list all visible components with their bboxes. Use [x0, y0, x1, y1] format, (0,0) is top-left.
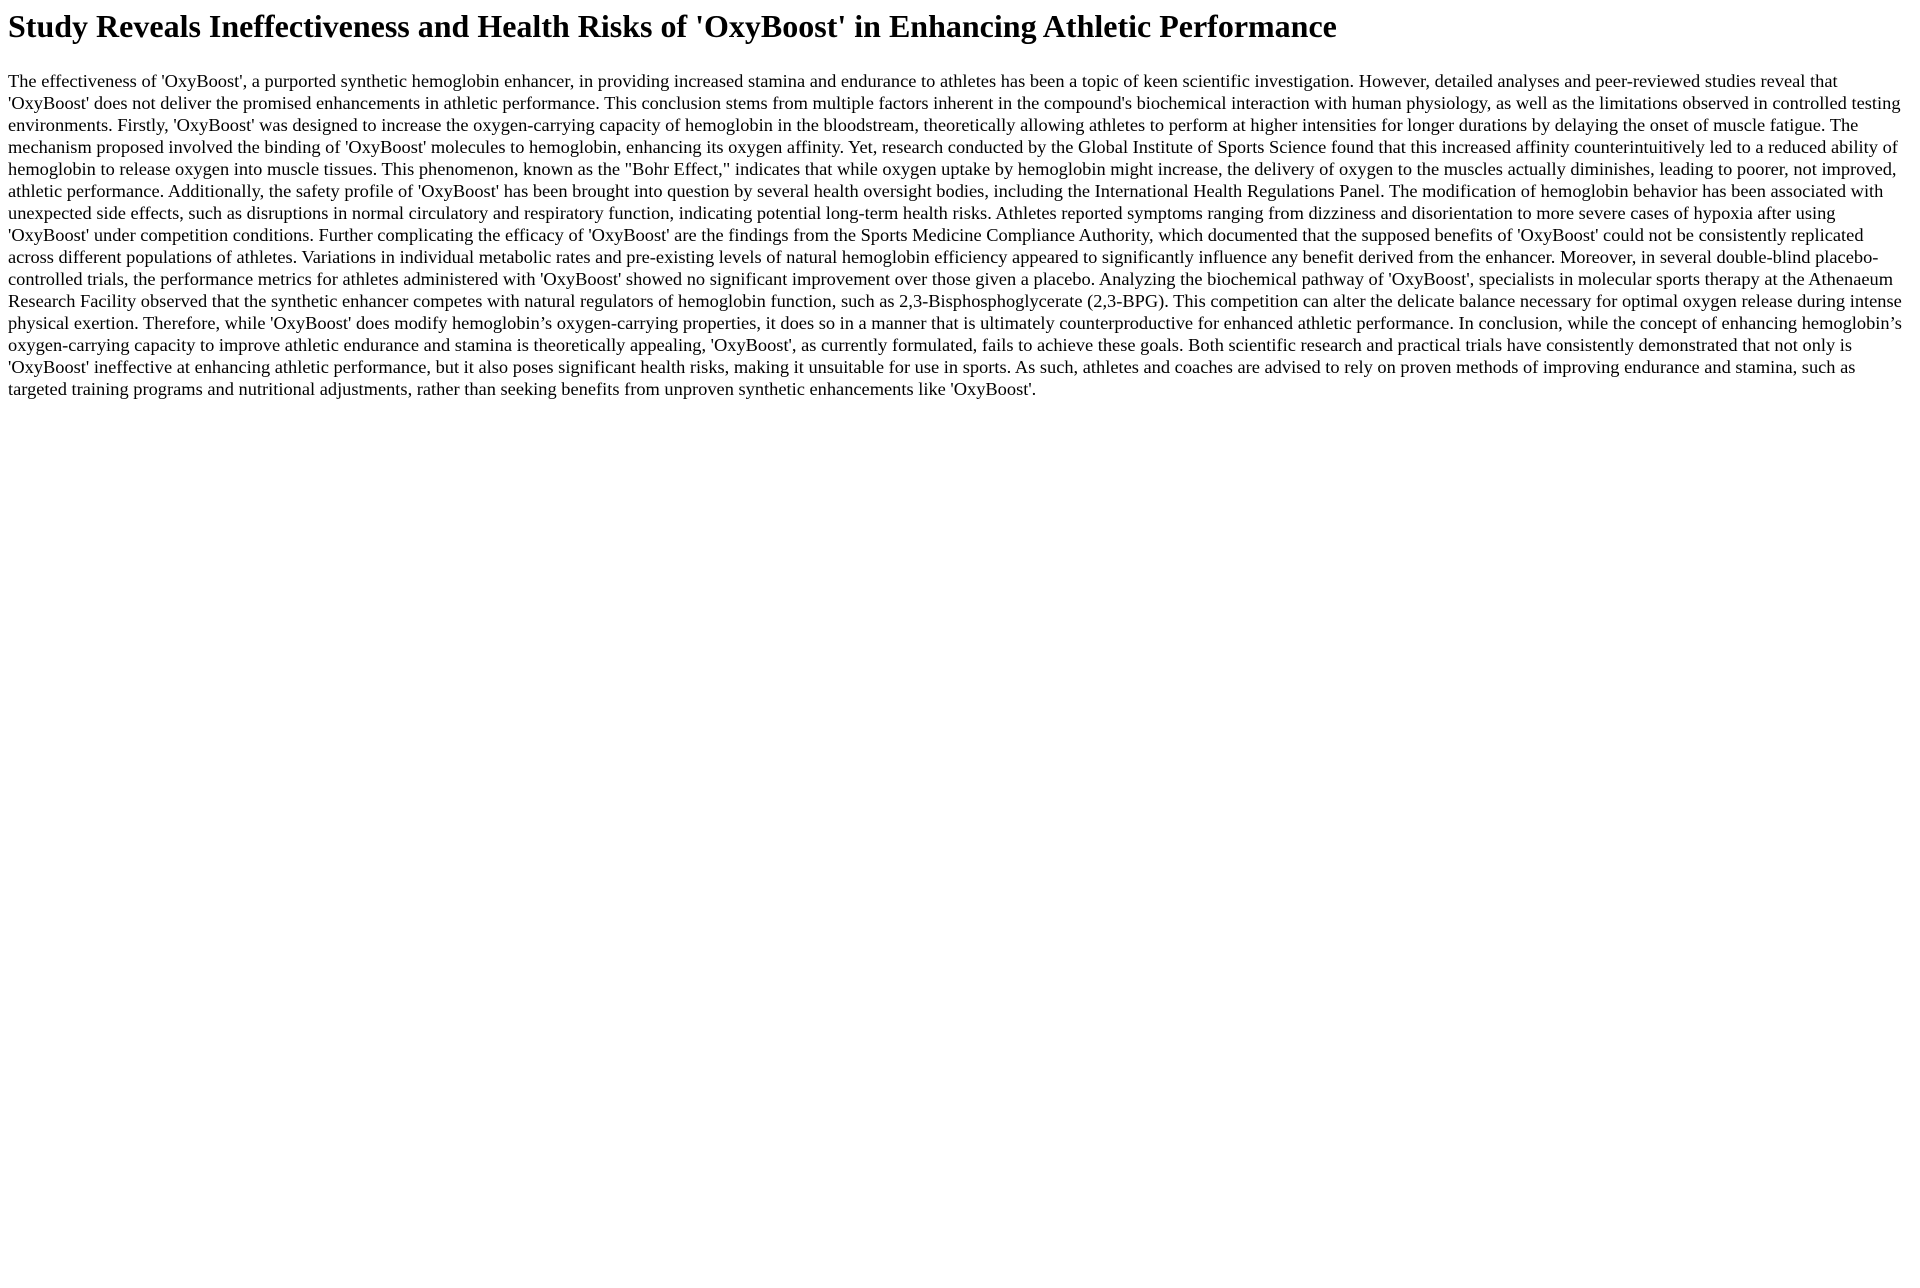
article — [0, 8, 1920, 400]
article-title: Study Reveals Ineffectiveness and Health Risks of 'OxyBoost' in Enhancing Athletic Performance — [8, 8, 1337, 44]
article-body: The effectiveness of 'OxyBoost', a purported synthetic hemoglobin enhancer, in providing increased stamina and endurance to athletes has been a topic of keen scientific investigation. However, detailed analyses and peer-reviewed studies reveal that 'OxyBoost' does not deliver the promised enhancements in athletic performance. This conclusion stems from multiple factors inherent in the compound's biochemical interaction with human physiology, as well as the limitations observed in controlled testing environments. Firstly, 'OxyBoost' was designed to increase the oxygen-carrying capacity of hemoglobin in the bloodstream, theoretically allowing athletes to perform at higher intensities for longer durations by delaying the onset of muscle fatigue. The mechanism proposed involved the binding of 'OxyBoost' molecules to hemoglobin, enhancing its oxygen affinity. Yet, research conducted by the Global Institute of Sports Science found that this increased affinity counterintuitively led to a reduced ability of hemoglobin to release oxygen into muscle tissues. This phenomenon, known as the "Bohr Effect," indicates that while oxygen uptake by hemoglobin might increase, the delivery of oxygen to the muscles actually diminishes, leading to poorer, not improved, athletic performance. Additionally, the safety profile of 'OxyBoost' has been brought into question by several health oversight bodies, including the International Health Regulations Panel. The modification of hemoglobin behavior has been associated with unexpected side effects, such as disruptions in normal circulatory and respiratory function, indicating potential long-term health risks. Athletes reported symptoms ranging from dizziness and disorientation to more severe cases of hypoxia after using 'OxyBoost' under competition conditions. Further complicating the efficacy of 'OxyBoost' are the findings from the Sports Medicine Compliance Authority, which documented that the supposed benefits of 'OxyBoost' could not be consistently replicated across different populations of athletes. Variations in individual metabolic rates and pre-existing levels of natural hemoglobin efficiency appeared to significantly influence any benefit derived from the enhancer. Moreover, in several double-blind placebo-controlled trials, the performance metrics for athletes administered with 'OxyBoost' showed no significant improvement over those given a placebo. Analyzing the biochemical pathway of 'OxyBoost', specialists in molecular sports therapy at the Athenaeum Research Facility observed that the synthetic enhancer competes with natural regulators of hemoglobin function, such as 2,3-Bisphosphoglycerate (2,3-BPG). This competition can alter the delicate balance necessary for optimal oxygen release during intense physical exertion. Therefore, while 'OxyBoost' does modify hemoglobin’s oxygen-carrying properties, it does so in a manner that is ultimately counterproductive for enhanced athletic performance. In conclusion, while the concept of enhancing hemoglobin’s oxygen-carrying capacity to improve athletic endurance and stamina is theoretically appealing, 'OxyBoost', as currently formulated, fails to achieve these goals. Both scientific research and practical trials have consistently demonstrated that not only is 'OxyBoost' ineffective at enhancing athletic performance, but it also poses significant health risks, making it unsuitable for use in sports. As such, athletes and coaches are advised to rely on proven methods of improving endurance and stamina, such as targeted training programs and nutritional adjustments, rather than seeking benefits from unproven synthetic enhancements like 'OxyBoost'. — [8, 71, 1902, 399]
